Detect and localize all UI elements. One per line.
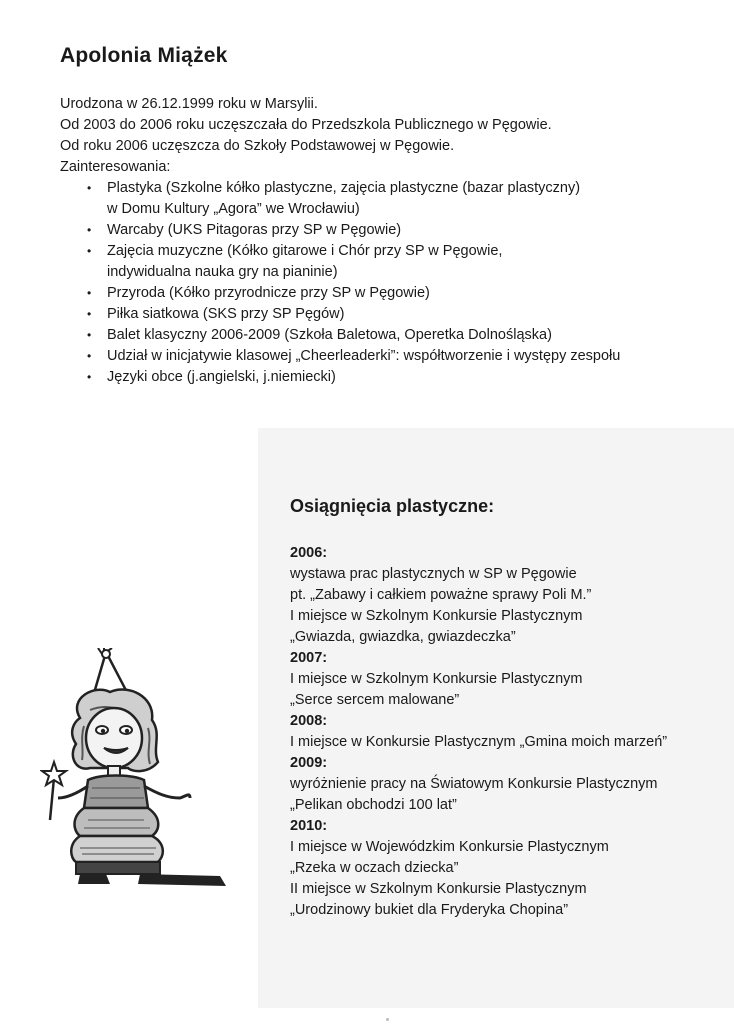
achievement-line: wyróżnienie pracy na Światowym Konkursie Plastycznym [290,776,658,792]
year-label: 2010: [290,818,328,834]
kindergarten-line: Od 2003 do 2006 roku uczęszczała do Przedszkola Publicznego w Pęgowie. [60,117,552,133]
achievement-line: pt. „Zabawy i całkiem poważne sprawy Poli M.” [290,587,592,603]
achievements-heading: Osiągnięcia plastyczne: [290,496,495,516]
year-label: 2007: [290,650,328,666]
achievement-line: „Pelikan obchodzi 100 lat” [290,797,457,813]
achievement-line: I miejsce w Szkolnym Konkursie Plastycznym [290,608,583,624]
achievement-line: wystawa prac plastycznych w SP w Pęgowie [290,566,577,582]
achievement-line: I miejsce w Wojewódzkim Konkursie Plastycznym [290,839,609,855]
achievement-line: I miejsce w Szkolnym Konkursie Plastycznym [290,671,583,687]
interest-item [107,346,720,367]
interest-item [107,178,720,220]
interest-line: Przyroda (Kółko przyrodnicze przy SP w Pęgowie) [107,285,430,301]
school-line: Od roku 2006 uczęszcza do Szkoły Podstawowej w Pęgowie. [60,138,455,154]
achievement-line: II miejsce w Szkolnym Konkursie Plastycznym [290,881,587,897]
achievement-line: „Urodzinowy bukiet dla Fryderyka Chopina” [290,902,569,918]
interest-item [107,283,720,304]
interest-line: Balet klasyczny 2006-2009 (Szkoła Baletowa, Operetka Dolnośląska) [107,327,552,343]
biography [60,94,720,388]
interest-line: Udział w inicjatywie klasowej „Cheerleaderki”: współtworzenie i występy zespołu [107,348,621,364]
interest-item [107,304,720,325]
achievement-line: I miejsce w Konkursie Plastycznym „Gmina moich marzeń” [290,734,668,750]
interest-line: Warcaby (UKS Pitagoras przy SP w Pęgowie) [107,222,402,238]
scan-artifact-dot [386,1018,389,1021]
girl-drawing-illustration [40,648,235,898]
year-label: 2006: [290,545,328,561]
interest-line: Zajęcia muzyczne (Kółko gitarowe i Chór przy SP w Pęgowie, [107,243,503,259]
year-label: 2009: [290,755,328,771]
year-label: 2008: [290,713,328,729]
achievement-line: „Serce sercem malowane” [290,692,460,708]
interest-item [107,325,720,346]
interest-item [107,241,720,283]
interest-line: Piłka siatkowa (SKS przy SP Pęgów) [107,306,345,322]
interests-list [60,178,720,388]
interest-line: Plastyka (Szkolne kółko plastyczne, zajęcia plastyczne (bazar plastyczny) [107,180,581,196]
achievements-list [290,543,730,921]
interests-label: Zainteresowania: [60,159,171,175]
achievement-line: „Rzeka w oczach dziecka” [290,860,459,876]
page-title: Apolonia Miążek [60,44,228,67]
achievement-line: „Gwiazda, gwiazdka, gwiazdeczka” [290,629,516,645]
birth-line: Urodzona w 26.12.1999 roku w Marsylii. [60,96,318,112]
interest-line: indywidualna nauka gry na pianinie) [107,264,338,280]
interest-line: w Domu Kultury „Agora” we Wrocławiu) [107,201,360,217]
achievements-section [290,496,730,921]
interest-item [107,367,720,388]
interest-item [107,220,720,241]
interest-line: Języki obce (j.angielski, j.niemiecki) [107,369,336,385]
